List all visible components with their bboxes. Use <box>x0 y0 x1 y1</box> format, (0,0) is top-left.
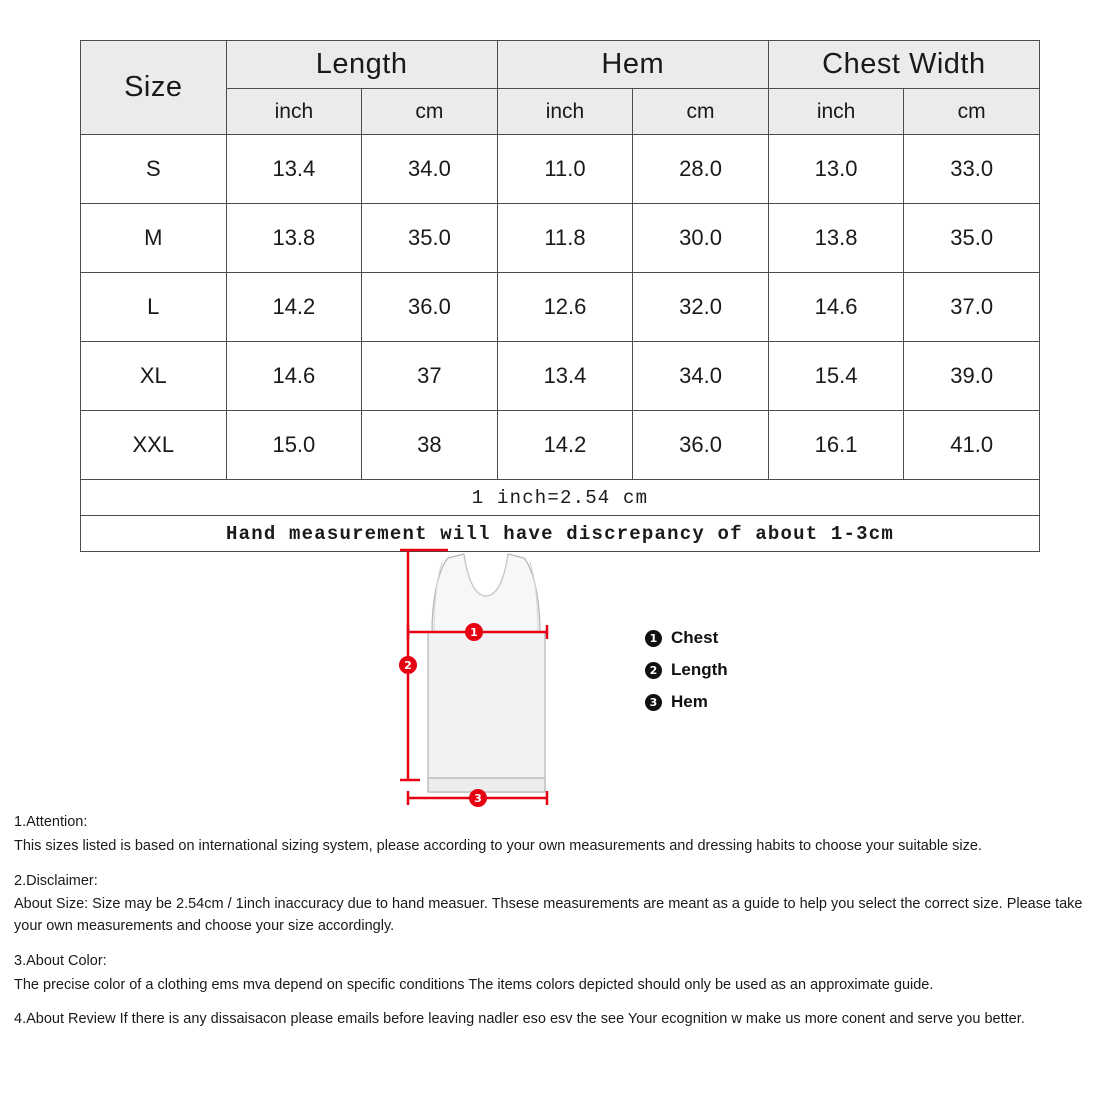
note-attention-body: This sizes listed is based on international sizing system, please according to your own measurements and dressing habits to choose your suitable size. <box>14 837 982 854</box>
cell-hem-cm: 36.0 <box>633 411 769 480</box>
cell-hem-inch: 12.6 <box>497 273 633 342</box>
size-table <box>80 40 1040 552</box>
note-disclaimer-title: 2.Disclaimer: <box>14 872 98 889</box>
note-review-title: 4.About Review If there is any dissaisacon please emails before leaving nadler eso esv the see Your ecognition w make us more conent and serve you better. <box>14 1011 1025 1028</box>
cell-chest-cm: 35.0 <box>904 204 1040 273</box>
note-attention-title: 1.Attention: <box>14 814 88 830</box>
cell-hem-inch: 11.0 <box>497 135 633 204</box>
garment-illustration <box>428 554 545 792</box>
cell-size: XXL <box>81 411 227 480</box>
header-length: Length <box>226 41 497 89</box>
legend-item-length <box>645 660 865 680</box>
cell-hem-inch: 11.8 <box>497 204 633 273</box>
cell-length-inch: 15.0 <box>226 411 362 480</box>
cell-chest-cm: 33.0 <box>904 135 1040 204</box>
notes-section <box>14 812 1089 1044</box>
footnote-discrepancy: Hand measurement will have discrepancy of about 1-3cm <box>81 516 1040 552</box>
cell-size: S <box>81 135 227 204</box>
note-color <box>14 951 1089 997</box>
note-review <box>14 1009 1089 1031</box>
header-size: Size <box>81 41 227 135</box>
unit-chest-inch: inch <box>768 89 904 135</box>
legend-label-length: Length <box>671 660 728 679</box>
unit-hem-cm: cm <box>633 89 769 135</box>
cell-chest-cm: 37.0 <box>904 273 1040 342</box>
chest-marker-label: 1 <box>470 626 478 639</box>
unit-length-cm: cm <box>362 89 498 135</box>
cell-hem-cm: 28.0 <box>633 135 769 204</box>
note-color-title: 3.About Color: <box>14 952 107 969</box>
cell-chest-inch: 14.6 <box>768 273 904 342</box>
cell-hem-inch: 13.4 <box>497 342 633 411</box>
note-attention <box>14 812 1089 858</box>
header-hem: Hem <box>497 41 768 89</box>
note-disclaimer <box>14 871 1089 938</box>
cell-hem-cm: 30.0 <box>633 204 769 273</box>
table-row <box>81 204 1040 273</box>
table-row <box>81 411 1040 480</box>
number-2-icon: 2 <box>645 662 662 679</box>
size-chart-table <box>80 40 1040 552</box>
cell-length-inch: 14.2 <box>226 273 362 342</box>
diagram-legend <box>645 628 865 724</box>
note-color-body: The precise color of a clothing ems mva depend on specific conditions The items colors depicted should only be used as an approximate guide. <box>14 976 934 993</box>
unit-length-inch: inch <box>226 89 362 135</box>
cell-chest-cm: 39.0 <box>904 342 1040 411</box>
cell-chest-cm: 41.0 <box>904 411 1040 480</box>
number-3-icon: 3 <box>645 694 662 711</box>
table-row <box>81 135 1040 204</box>
cell-length-inch: 13.4 <box>226 135 362 204</box>
cell-length-inch: 13.8 <box>226 204 362 273</box>
cell-chest-inch: 13.0 <box>768 135 904 204</box>
unit-chest-cm: cm <box>904 89 1040 135</box>
legend-label-chest: Chest <box>671 628 719 647</box>
table-row <box>81 342 1040 411</box>
cell-size: M <box>81 204 227 273</box>
cell-size: L <box>81 273 227 342</box>
legend-item-hem <box>645 692 865 712</box>
cell-chest-inch: 13.8 <box>768 204 904 273</box>
cell-length-cm: 37 <box>362 342 498 411</box>
header-chest-width: Chest Width <box>768 41 1039 89</box>
footnote-conversion: 1 inch=2.54 cm <box>81 480 1040 516</box>
cell-length-cm: 38 <box>362 411 498 480</box>
cell-length-cm: 35.0 <box>362 204 498 273</box>
cell-length-cm: 34.0 <box>362 135 498 204</box>
cell-hem-inch: 14.2 <box>497 411 633 480</box>
table-row <box>81 273 1040 342</box>
hem-marker-label: 3 <box>474 792 482 805</box>
legend-item-chest <box>645 628 865 648</box>
table-group-header-row <box>81 41 1040 89</box>
cell-hem-cm: 34.0 <box>633 342 769 411</box>
cell-size: XL <box>81 342 227 411</box>
table-footnote-row <box>81 480 1040 516</box>
legend-label-hem: Hem <box>671 692 708 711</box>
cell-length-cm: 36.0 <box>362 273 498 342</box>
cell-hem-cm: 32.0 <box>633 273 769 342</box>
cell-length-inch: 14.6 <box>226 342 362 411</box>
unit-hem-inch: inch <box>497 89 633 135</box>
cell-chest-inch: 15.4 <box>768 342 904 411</box>
cell-chest-inch: 16.1 <box>768 411 904 480</box>
number-1-icon: 1 <box>645 630 662 647</box>
length-marker-label: 2 <box>404 659 412 672</box>
note-disclaimer-body: About Size: Size may be 2.54cm / 1inch inaccuracy due to hand measuer. Thsese measurements are meant as a guide to help you select the correct size. Please take your own measurements and choose your size accordingly. <box>14 896 1083 934</box>
